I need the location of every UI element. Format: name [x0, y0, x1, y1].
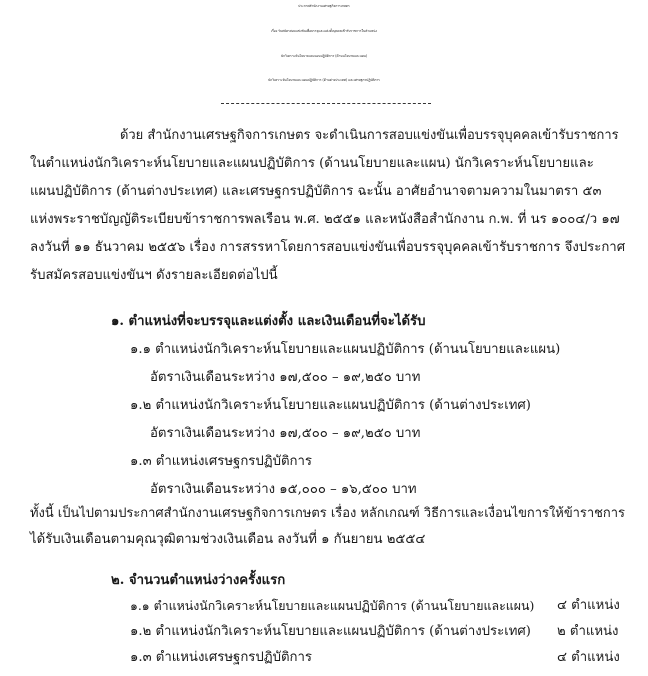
announcement-subject: เรื่อง รับสมัครสอบแข่งขันเพื่อบรรจุและแต่งตั้งบุคคลเข้ารับราชการในตำแหน่ง [270, 29, 377, 33]
intro-line-5: ลงวันที่ ๑๑ ธันวาคม ๒๕๕๖ เรื่อง การสรรหาโดยการสอบแข่งขันเพื่อบรรจุบุคคลเข้ารับราชการ จึงประกาศ [30, 240, 626, 255]
section-1-item-2-salary: อัตราเงินเดือนระหว่าง ๑๗,๕๐๐ – ๑๙,๒๕๐ บาท [150, 426, 421, 441]
section-2-item-3-title: ๑.๓ ตำแหน่งเศรษฐกรปฏิบัติการ [130, 650, 313, 665]
section-2-item-2-title: ๑.๒ ตำแหน่งนักวิเคราะห์นโยบายและแผนปฏิบัติการ (ด้านต่างประเทศ) [130, 624, 531, 639]
section-1-item-1-title: ๑.๑ ตำแหน่งนักวิเคราะห์นโยบายและแผนปฏิบัติการ (ด้านนโยบายและแผน) [130, 342, 561, 357]
section-1-item-2-title: ๑.๒ ตำแหน่งนักวิเคราะห์นโยบายและแผนปฏิบัติการ (ด้านต่างประเทศ) [130, 398, 531, 413]
section-1-item-3-salary: อัตราเงินเดือนระหว่าง ๑๕,๐๐๐ – ๑๖,๕๐๐ บาท [150, 482, 417, 497]
header-divider [221, 103, 431, 104]
section-1-heading: ๑. ตำแหน่งที่จะบรรจุและแต่งตั้ง และเงินเดือนที่จะได้รับ [111, 314, 426, 329]
intro-line-2: ในตำแหน่งนักวิเคราะห์นโยบายและแผนปฏิบัติการ (ด้านนโยบายและแผน) นักวิเคราะห์นโยบายและ [30, 156, 594, 171]
position-names-2-3: นักวิเคราะห์นโยบายและแผนปฏิบัติการ (ด้านต่างประเทศ) และเศรษฐกรปฏิบัติการ [268, 78, 380, 82]
section-1-note-line-2: ได้รับเงินเดือนตามคุณวุฒิตามช่วงเงินเดือน ลงวันที่ ๑ กันยายน ๒๕๕๔ [30, 532, 426, 547]
intro-line-1: ด้วย สำนักงานเศรษฐกิจการเกษตร จะดำเนินการสอบแข่งขันเพื่อบรรจุบุคคลเข้ารับราชการ [120, 128, 619, 143]
intro-line-6: รับสมัครสอบแข่งขันฯ ดังรายละเอียดต่อไปนี้ [30, 268, 278, 283]
section-2-item-2-count: ๒ ตำแหน่ง [557, 624, 619, 639]
section-2-heading: ๒. จำนวนตำแหน่งว่างครั้งแรก [111, 573, 286, 588]
section-1-note-line-1: ทั้งนี้ เป็นไปตามประกาศสำนักงานเศรษฐกิจการเกษตร เรื่อง หลักเกณฑ์ วิธีการและเงื่อนไขการให้ข้าราชการ [30, 506, 625, 521]
intro-line-4: แห่งพระราชบัญญัติระเบียบข้าราชการพลเรือน พ.ศ. ๒๕๕๑ และหนังสือสำนักงาน ก.พ. ที่ นร ๑๐๐๔/ว ๑๗ [30, 212, 620, 227]
section-1-item-3-title: ๑.๓ ตำแหน่งเศรษฐกรปฏิบัติการ [130, 454, 313, 469]
position-name-1: นักวิเคราะห์นโยบายและแผนปฏิบัติการ (ด้านนโยบายและแผน) [280, 54, 368, 58]
section-2-item-1-title: ๑.๑ ตำแหน่งนักวิเคราะห์นโยบายและแผนปฏิบัติการ (ด้านนโยบายและแผน) [130, 598, 535, 613]
section-2-item-3-count: ๔ ตำแหน่ง [557, 650, 620, 665]
intro-line-3: แผนปฏิบัติการ (ด้านต่างประเทศ) และเศรษฐกรปฏิบัติการ ฉะนั้น อาศัยอำนาจตามความในมาตรา ๕๓ [30, 184, 602, 199]
section-1-item-1-salary: อัตราเงินเดือนระหว่าง ๑๗,๕๐๐ – ๑๙,๒๕๐ บาท [150, 370, 421, 385]
section-2-item-1-count: ๔ ตำแหน่ง [557, 598, 620, 613]
announcement-title: ประกาศสำนักงานเศรษฐกิจการเกษตร [298, 4, 350, 8]
